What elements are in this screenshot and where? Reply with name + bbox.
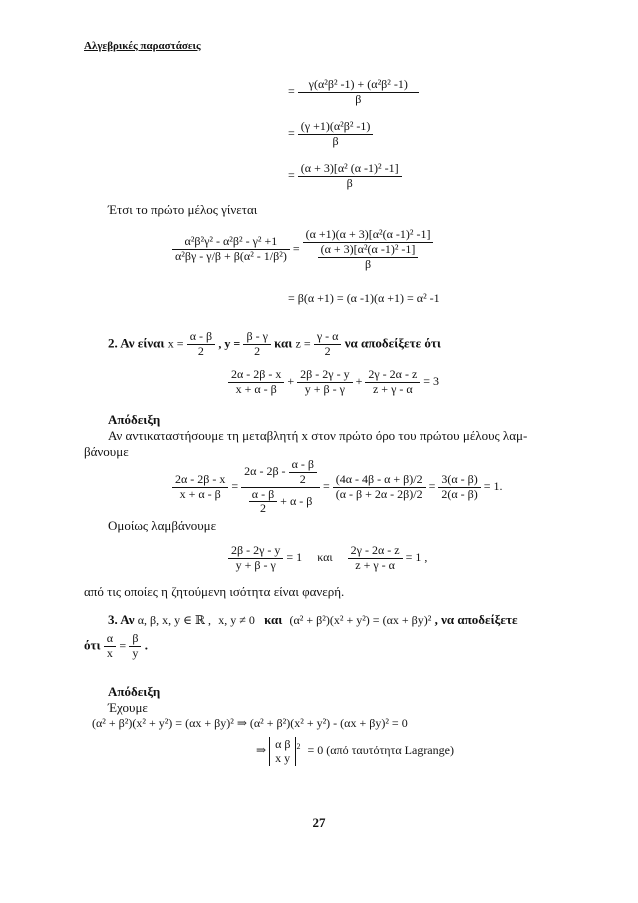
- similar-text: Ομοίως λαμβάνουμε: [108, 518, 217, 533]
- denominator: 2: [299, 471, 306, 486]
- x-def: x =: [167, 336, 184, 351]
- denominator: y + β - γ: [304, 381, 345, 396]
- eq-one: = 1: [286, 550, 303, 565]
- numerator: [241, 458, 320, 488]
- numerator: 2γ - 2α - z: [348, 544, 403, 559]
- numerator: 2γ - 2α - z: [365, 368, 420, 383]
- eq-sign: =: [231, 478, 239, 493]
- eq-sign: =: [288, 126, 295, 141]
- denominator: β: [332, 133, 339, 148]
- proof-2-determinant-line: [256, 737, 454, 766]
- exercise-3-goal: [84, 632, 148, 661]
- denominator: [303, 243, 434, 272]
- goal-fraction-2: [129, 632, 141, 661]
- numerator: α - β: [289, 458, 317, 473]
- eq-sign: =: [428, 478, 436, 493]
- prove-text: να αποδείξετε ότι: [344, 335, 441, 351]
- denominator: x + α - β: [179, 486, 221, 501]
- first-member-text: Έτσι το πρώτο μέλος γίνεται: [108, 202, 258, 217]
- step-1-fraction: [298, 78, 419, 107]
- and-word: και: [274, 335, 293, 351]
- denominator: y + β - γ: [235, 557, 276, 572]
- numerator: (α +1)(α + 3)[α²(α -1)² -1]: [303, 228, 434, 243]
- numerator: γ(α²β² -1) + (α²β² -1): [298, 78, 419, 93]
- numerator: 2α - 2β - x: [228, 368, 284, 383]
- term-2: [297, 368, 352, 397]
- numerator: γ - α: [314, 330, 342, 345]
- denominator: α²βγ - γ/β + β(α² - 1/β²): [175, 249, 287, 264]
- exercise-3-statement: [108, 612, 518, 628]
- determinant-exponent: 2: [296, 742, 301, 752]
- eq-sign: =: [288, 84, 295, 99]
- total: = 3: [423, 374, 440, 389]
- exercise-2-identity: [228, 368, 439, 397]
- oti-word: ότι: [84, 637, 101, 653]
- proof-2-line-1: (α² + β²)(x² + y²) = (αx + βy)² ⇒ (α² + β²)(x² + y²) - (αx + βy)² = 0: [92, 716, 408, 730]
- proof-1-derivation: [172, 458, 503, 516]
- eq-sign: =: [292, 241, 300, 256]
- proof-1-line-1: Αν αντικαταστήσουμε τη μεταβλητή x στον πρώτο όρο του πρώτου μέλους λαμ-: [108, 428, 528, 443]
- end-value: = 1.: [483, 478, 503, 493]
- step-2-fraction: [298, 120, 374, 149]
- equation: (α² + β²)(x² + y²) = (αx + βy)²: [289, 613, 432, 627]
- exercise-label: 2. Αν είναι: [108, 335, 165, 351]
- numerator-part: 2α - 2β -: [244, 464, 286, 479]
- plus-sign: +: [355, 374, 363, 389]
- nested-fraction: [249, 488, 277, 517]
- x-fraction: [187, 330, 215, 359]
- and-word: και: [264, 612, 283, 627]
- prove-text: , να αποδείξετε: [434, 612, 518, 627]
- proof-2-have: Έχουμε: [108, 700, 148, 715]
- big-fraction-line: [172, 228, 433, 271]
- numerator: 3(α - β): [438, 473, 480, 488]
- denominator: x + α - β: [235, 381, 277, 396]
- nested-fraction: [289, 458, 317, 487]
- inner-fraction: [318, 243, 419, 272]
- denominator: (α - β + 2α - 2β)/2: [335, 486, 423, 501]
- step-2: [288, 120, 373, 149]
- implies-sign: ⇒: [256, 743, 267, 758]
- numerator: (γ +1)(α²β² -1): [298, 120, 374, 135]
- determinant-rest: = 0 (από ταυτότητα Lagrange): [307, 743, 454, 758]
- period: .: [144, 637, 148, 653]
- numerator: β: [129, 632, 141, 647]
- term-1: [228, 368, 284, 397]
- exercise-label: 3. Αν: [108, 612, 135, 627]
- big-fraction-lhs: [172, 235, 290, 264]
- z-def: z =: [295, 336, 311, 351]
- numerator: α - β: [249, 488, 277, 503]
- step-1: [288, 78, 419, 107]
- numerator: 2α - 2β - x: [172, 473, 228, 488]
- eq-sign: =: [322, 478, 330, 493]
- determinant: [269, 737, 296, 766]
- denominator: y: [132, 645, 139, 660]
- denominator: 2: [197, 343, 204, 358]
- denominator: 2: [259, 501, 266, 516]
- conclusion-text: από τις οποίες η ζητούμενη ισότητα είναι φανερή.: [84, 584, 345, 599]
- numerator: α: [104, 632, 116, 647]
- determinant-row-1: α β: [275, 737, 291, 751]
- eq-one: = 1 ,: [405, 550, 428, 565]
- proof-1-title: Απόδειξη: [108, 412, 161, 427]
- denominator: β: [346, 175, 353, 190]
- proof-1-line-2: βάνουμε: [84, 444, 129, 459]
- similar-fraction-2: [348, 544, 403, 573]
- denominator-part: + α - β: [280, 493, 313, 508]
- vars: α, β, x, y ∈ ℝ ,: [137, 613, 212, 627]
- denominator: z + γ - α: [372, 381, 413, 396]
- plus-sign: +: [287, 374, 295, 389]
- fraction-2: [241, 458, 320, 516]
- result-line: = β(α +1) = (α -1)(α +1) = α² -1: [288, 291, 440, 305]
- denominator: x: [106, 645, 113, 660]
- numerator: 2β - 2γ - y: [297, 368, 352, 383]
- exercise-2-statement: [108, 330, 441, 359]
- denominator: 2: [254, 343, 261, 358]
- numerator: α²β²γ² - α²β² - γ² +1: [172, 235, 290, 250]
- numerator: (α + 3)[α²(α -1)² -1]: [318, 243, 419, 258]
- denominator: 2(α - β): [441, 486, 478, 501]
- y-def: , y =: [218, 336, 241, 351]
- denominator: z + γ - α: [355, 557, 395, 572]
- step-3: [288, 162, 402, 191]
- numerator: (α + 3)[α² (α -1)² -1]: [298, 162, 402, 177]
- numerator: 2β - 2γ - y: [228, 544, 283, 559]
- page-number: 27: [312, 815, 326, 830]
- numerator: α - β: [187, 330, 215, 345]
- similar-results: [228, 544, 427, 573]
- denominator: β: [355, 91, 362, 106]
- z-fraction: [314, 330, 342, 359]
- condition: x, y ≠ 0: [218, 613, 255, 627]
- eq-sign: =: [119, 638, 127, 653]
- fraction-3: [333, 473, 426, 502]
- determinant-row-2: x y: [275, 751, 291, 766]
- step-3-fraction: [298, 162, 402, 191]
- denominator: 2: [324, 343, 331, 358]
- eq-sign: =: [288, 168, 295, 183]
- numerator: β - γ: [243, 330, 270, 345]
- numerator: (4α - 4β - α + β)/2: [333, 473, 426, 488]
- fraction-4: [438, 473, 480, 502]
- running-header: Αλγεβρικές παραστάσεις: [84, 40, 201, 52]
- fraction-1: [172, 473, 228, 502]
- term-3: [365, 368, 420, 397]
- and-word: και: [317, 550, 333, 565]
- goal-fraction-1: [104, 632, 116, 661]
- y-fraction: [243, 330, 270, 359]
- similar-fraction-1: [228, 544, 283, 573]
- big-fraction-rhs: [303, 228, 434, 271]
- denominator: β: [364, 256, 372, 271]
- proof-2-title: Απόδειξη: [108, 684, 161, 699]
- denominator: [241, 488, 320, 517]
